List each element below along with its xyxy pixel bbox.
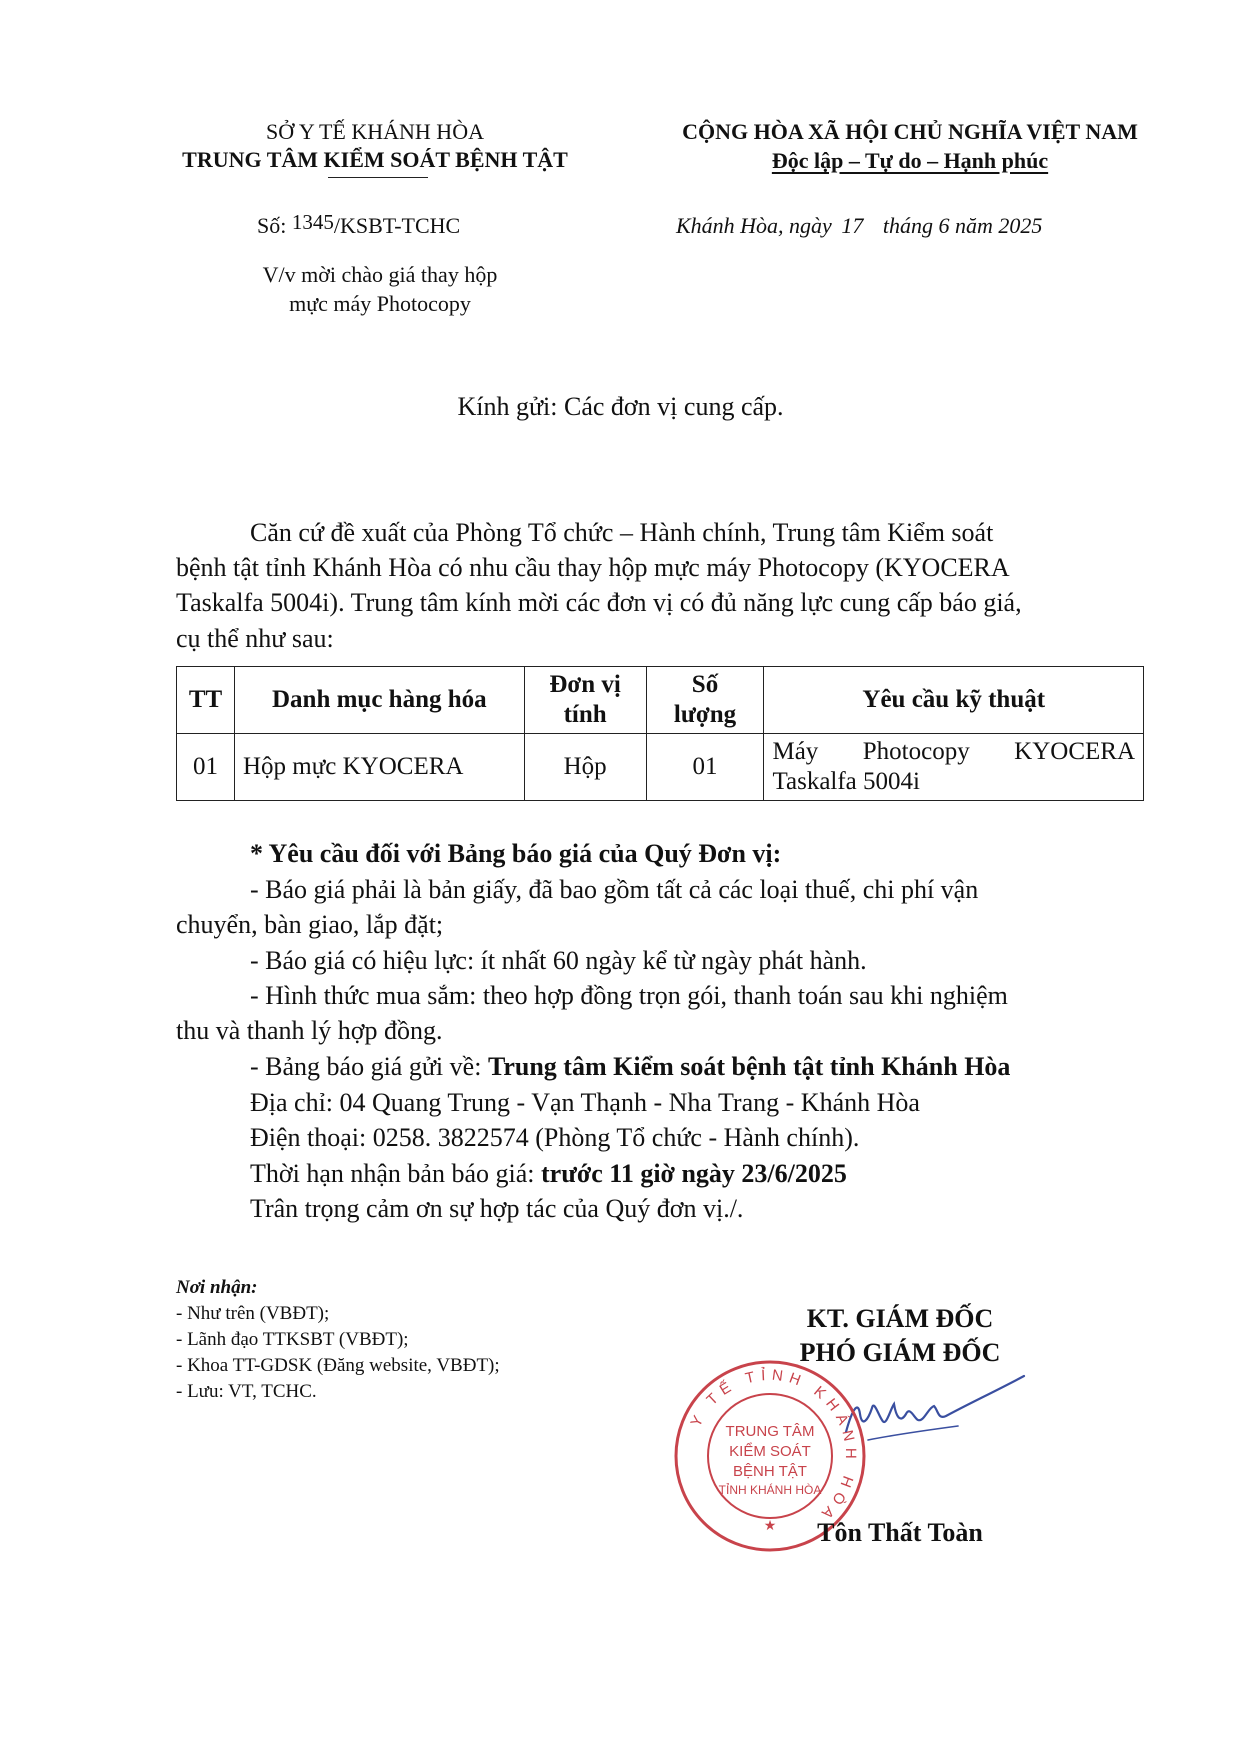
date-place: Khánh Hòa, ngày [676,213,832,238]
motto-text: Độc lập – Tự do – Hạnh phúc [771,148,1049,173]
cell-spec-line-1 [772,737,1135,767]
recipient-item: - Lãnh đạo TTKSBT (VBĐT); [176,1329,409,1350]
header-spec: Yêu cầu kỹ thuật [764,667,1144,734]
org-underline [328,177,428,178]
signer-name: Tôn Thất Toàn [817,1518,983,1547]
recipient-item: - Lưu: VT, TCHC. [176,1381,317,1402]
req-1-line-1: - Báo giá phải là bản giấy, đã bao gồm tất cả các loại thuế, chi phí vận [250,875,979,904]
country-name: CỘNG HÒA XÃ HỘI CHỦ NGHĨA VIỆT NAM [682,119,1138,144]
table-row [177,734,1144,801]
intro-line-3: Taskalfa 5004i). Trung tâm kính mời các đơn vị có đủ năng lực cung cấp báo giá, [176,588,1022,617]
header-unit-line-1: Đơn vị [549,671,621,698]
header-tt: TT [177,667,235,734]
stamp-line-2: KIỂM SOÁT [729,1443,811,1460]
header-qty-line-2: lượng [673,701,737,728]
deadline-prefix: Thời hạn nhận bản báo giá: [250,1159,542,1188]
subject-line-1: V/v mời chào giá thay hộp [262,262,498,287]
stamp-ring-text: Y TẾ TỈNH KHÁNH HÒA [687,1366,860,1526]
goods-table [176,666,1144,801]
stamp-line-1: TRUNG TÂM [725,1423,815,1440]
intro-line-4: cụ thể như sau: [176,624,334,653]
doc-number-label: Số: [257,213,287,238]
closing: Trân trọng cảm ơn sự hợp tác của Quý đơn vị./. [250,1194,744,1223]
header-item: Danh mục hàng hóa [234,667,524,734]
signature-stroke [846,1376,1024,1432]
recipients-title: Nơi nhận: [176,1277,258,1298]
requirements-title: * Yêu cầu đối với Bảng báo giá của Quý Đơn vị: [250,839,782,868]
phone: Điện thoại: 0258. 3822574 (Phòng Tổ chức - Hành chính). [250,1123,860,1152]
req-3-line-2: thu và thanh lý hợp đồng. [176,1016,443,1045]
motto [640,147,1180,175]
date-rest: tháng 6 năm 2025 [882,213,1043,238]
header-qty [646,667,764,734]
deadline-value: trước 11 giờ ngày 23/6/2025 [541,1159,847,1188]
spec-text-1: Máy Photocopy KYOCERA [772,738,1135,765]
req-4-prefix: - Bảng báo giá gửi về: [250,1052,488,1081]
doc-number-value: 1345 [291,210,334,234]
req-1-line-2: chuyển, bàn giao, lắp đặt; [176,910,444,939]
cell-spec-line-2: Taskalfa 5004i [772,768,920,795]
intro-line-1: Căn cứ đề xuất của Phòng Tổ chức – Hành chính, Trung tâm Kiểm soát [250,518,994,547]
req-3-line-1: - Hình thức mua sắm: theo hợp đồng trọn gói, thanh toán sau khi nghiệm [250,981,1008,1010]
cell-item: Hộp mực KYOCERA [234,734,524,801]
org-name [140,146,610,174]
req-4 [250,1049,1170,1084]
org-name-text: TRUNG TÂM KIỂM SOÁT BỆNH TẬT [182,147,568,172]
address: Địa chỉ: 04 Quang Trung - Vạn Thạnh - Nha Trang - Khánh Hòa [250,1088,920,1117]
greeting: Kính gửi: Các đơn vị cung cấp. [457,392,784,421]
cell-spec [764,734,1144,801]
header-unit-line-2: tính [563,701,607,728]
header-unit [524,667,646,734]
subject-line-2: mực máy Photocopy [289,291,471,316]
org-parent: SỞ Y TẾ KHÁNH HÒA [266,119,484,144]
recipient-item: - Khoa TT-GDSK (Đăng website, VBĐT); [176,1355,500,1376]
stamp-star-icon: ★ [763,1518,777,1534]
doc-number [257,212,577,240]
cell-unit: Hộp [524,734,646,801]
req-4-org: Trung tâm Kiểm soát bệnh tật tỉnh Khánh Hòa [487,1052,1011,1081]
table-header-row [177,667,1144,734]
doc-number-suffix: /KSBT-TCHC [333,213,461,238]
sign-role-2: PHÓ GIÁM ĐỐC [799,1338,1001,1367]
recipient-item: - Như trên (VBĐT); [176,1303,330,1324]
signature-underline-stroke [868,1426,958,1440]
stamp-line-3: BỆNH TẬT [733,1463,807,1480]
req-2: - Báo giá có hiệu lực: ít nhất 60 ngày kể từ ngày phát hành. [250,946,867,975]
intro-line-2: bệnh tật tỉnh Khánh Hòa có nhu cầu thay hộp mực máy Photocopy (KYOCERA [176,553,1010,582]
cell-qty: 01 [646,734,764,801]
date-day: 17 [841,213,864,238]
sign-role-1: KT. GIÁM ĐỐC [806,1304,994,1333]
cell-tt: 01 [177,734,235,801]
header-qty-line-1: Số [691,671,719,698]
doc-date [676,212,1176,240]
stamp-line-4: TỈNH KHÁNH HÒA [718,1483,822,1497]
deadline [250,1156,1150,1191]
